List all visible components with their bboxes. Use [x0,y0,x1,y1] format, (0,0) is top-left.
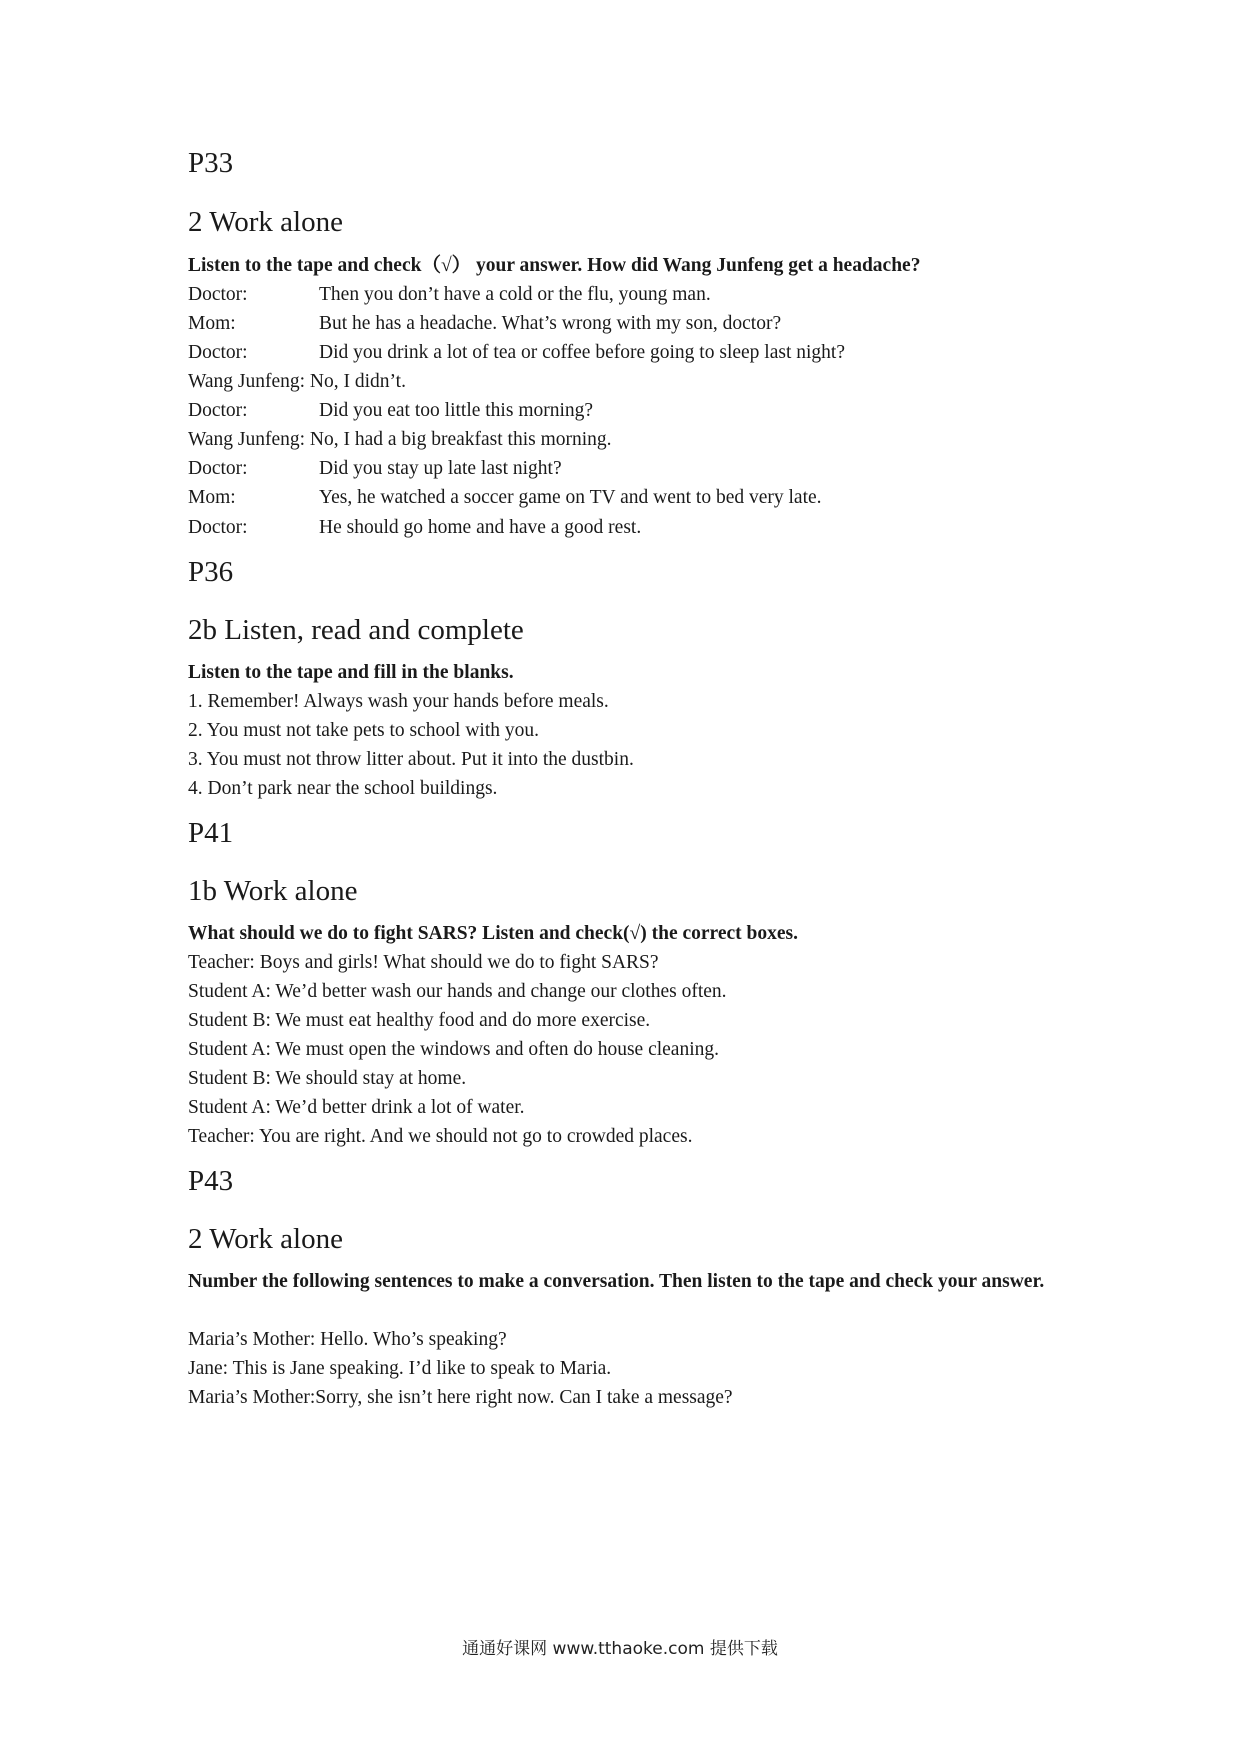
speech: Sorry, she isn’t here right now. Can I take a message? [315,1387,733,1408]
speaker: Teacher: [188,1126,255,1147]
dialogue-line [188,1381,733,1414]
speech: But he has a headache. What’s wrong with my son, doctor? [319,313,782,334]
page-number: P41 [188,817,234,849]
page-number: P36 [188,556,234,588]
speaker: Teacher: [188,952,255,973]
speech: This is Jane speaking. I’d like to speak to Maria. [232,1358,612,1379]
section-title: 2b Listen, read and complete [188,614,524,646]
speaker: Wang Junfeng: [188,429,306,450]
list-item: 2. You must not take pets to school with you. [188,720,540,741]
speech: Did you drink a lot of tea or coffee before going to sleep last night? [319,342,845,363]
list-item: 1. Remember! Always wash your hands before meals. [188,691,609,712]
speaker: Doctor: [188,458,248,479]
speaker: Student A: [188,981,271,1002]
dialogue-line [188,1120,692,1153]
speaker: Maria’s Mother: [188,1387,316,1408]
speech: Did you stay up late last night? [319,458,562,479]
speaker: Doctor: [188,342,248,363]
speech: Did you eat too little this morning? [319,400,594,421]
speaker: Student B: [188,1010,271,1031]
footer-watermark: 通通好课网 www.tthaoke.com 提供下载 [462,1639,778,1659]
speaker: Student B: [188,1068,271,1089]
speaker: Mom: [188,313,236,334]
speech: No, I didn’t. [309,371,406,392]
speech: Hello. Who’s speaking? [320,1329,507,1350]
page-number: P33 [188,147,234,179]
list-item: 3. You must not throw litter about. Put it into the dustbin. [188,749,634,770]
speaker: Maria’s Mother: [188,1329,316,1350]
speech: We’d better drink a lot of water. [275,1097,525,1118]
speaker: Doctor: [188,400,248,421]
dialogue-line [188,481,822,514]
speech: We must eat healthy food and do more exercise. [275,1010,651,1031]
speaker: Mom: [188,487,236,508]
instruction: What should we do to fight SARS? Listen and check(√) the correct boxes. [188,923,798,944]
section-title: 2 Work alone [188,1223,343,1255]
speaker: Student A: [188,1039,271,1060]
speaker: Jane: [188,1358,229,1379]
section-title: 1b Work alone [188,875,358,907]
instruction: Listen to the tape and check（√） your answer. How did Wang Junfeng get a headache? [188,255,921,276]
speech: Boys and girls! What should we do to fight SARS? [259,952,659,973]
speech: We’d better wash our hands and change our clothes often. [275,981,727,1002]
speaker: Student A: [188,1097,271,1118]
speaker: Doctor: [188,284,248,305]
speaker: Wang Junfeng: [188,371,306,392]
instruction: Listen to the tape and fill in the blanks. [188,662,514,683]
instruction: Number the following sentences to make a conversation. Then listen to the tape and check your answer. [188,1271,1045,1292]
speech: Yes, he watched a soccer game on TV and went to bed very late. [319,487,822,508]
speech: Then you don’t have a cold or the flu, young man. [319,284,711,305]
speech: We should stay at home. [275,1068,467,1089]
page-number: P43 [188,1165,234,1197]
speech: He should go home and have a good rest. [319,517,642,538]
list-item: 4. Don’t park near the school buildings. [188,778,498,799]
dialogue-line [188,511,641,544]
section-title: 2 Work alone [188,206,343,238]
speech: We must open the windows and often do house cleaning. [275,1039,720,1060]
speech: No, I had a big breakfast this morning. [309,429,612,450]
speech: You are right. And we should not go to crowded places. [259,1126,693,1147]
speaker: Doctor: [188,517,248,538]
